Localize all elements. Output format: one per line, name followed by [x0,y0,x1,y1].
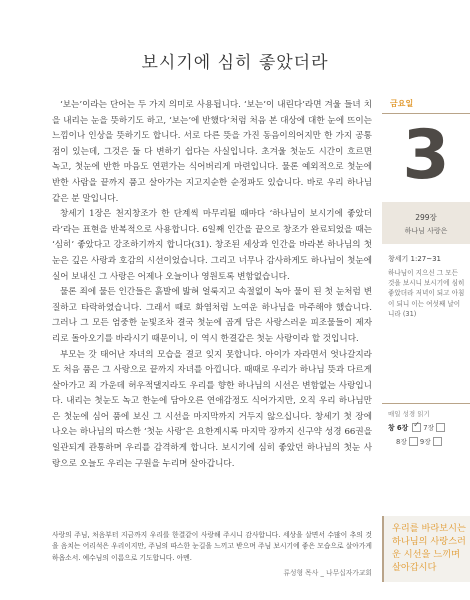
author-credit: 류성형 목사 _ 나무십자가교회 [283,569,372,578]
checkbox[interactable] [433,437,442,446]
checkbox[interactable] [436,423,445,432]
prayer-section [52,530,372,580]
divider [382,113,470,114]
reading-item: 7장 [423,424,435,432]
body-paragraph: ‘보는’이라는 단어는 두 가지 의미로 사용됩니다. ‘보는’이 내린다’라면 겨울 들녀 치을 내리는 눈을 뜻하기도 하고, ‘보는’에 반했다’처럼 처음 본 대상에 대한 눈에 뜨이는 느낌이나 인상을 뜻하기도 합니다. 서로 다른 뜻을 가진 동음이의어지만 한 가지 공통점이 있는데, 그것은 둘 다 변하기 쉽다는 사실입니다. 초겨울 첫눈도 시간이 흐르면 녹고, 첫눈에 반한 마음도 연편가는 식어버리게 마련입니다. 물론 예외적으로 첫눈에 반한 사람을 끝까지 품고 살아가는 지고지순한 순정파도 있습니다. 바로 우리 하나님 같은 분 말입니다. [52,100,372,204]
reading-item: 8장 [396,438,407,446]
devotional-body [52,98,372,472]
checkbox[interactable] [409,437,418,446]
reading-row [388,436,470,446]
weekday-label: 금요일 [390,99,414,108]
page-title: 보시기에 심히 좋았더라 [141,53,329,73]
body-paragraph: 창세기 1장은 천지창조가 한 단계씩 마무리될 때마다 ‘하나님이 보시기에 좋았더라’라는 표현을 반복적으로 사용합니다. 6일째 인간을 끝으로 창조가 완료되었을 때는 ‘심히’ 좋았다고 강조하기까지 합니다(31). 창조된 세상과 인간을 바라본 하나님의 첫눈은 깊은 사랑과 호감의 시선이었습니다. 그리고 너무나 감사하게도 하나님이 첫눈에 실어 보내신 그 사랑은 어제나 오늘이나 영원토록 변함없습니다. [52,209,372,282]
scripture-reference: 창세기 1:27~31 [388,255,442,263]
date-number: 3 [402,116,450,195]
body-paragraph: 부모는 갓 태어난 자녀의 모습을 결코 잊지 못합니다. 아이가 자라면서 엇나갈지라도 처음 품은 그 사랑으로 끝까지 자녀를 아낍니다. 때때로 우리가 하나님 뜻과 다르게 살아가고 죄 가운데 허우적댈지라도 우리를 향한 하나님의 시선은 변함없는 사랑입니다. 내리는 첫눈도 녹고 한눈에 담아오른 연애감정도 식어가지만, 오직 우리 하나님만은 첫눈에 심어 품에 보신 그 시선을 마지막까지 거두지 않으십니다. 창세기 첫 장에 나오는 하나님의 따스한 ‘첫눈 사랑’은 요한계시록 마지막 장까지 신구약 성경 66권을 일관되게 관통하며 우리를 감격하게 합니다. 보시기에 심히 좋았던 하나님의 첫눈 사랑으로 오늘도 우리는 구원을 누리며 살아갑니다. [52,349,372,469]
scripture-verse: 하나님이 지으신 그 모든 것을 보시니 보시기에 심히 좋았더라 저녁이 되고 아침이 되니 이는 여섯째 날이니라 (31) [388,269,465,318]
reading-plan-label: 매일 성경 읽기 [388,410,430,418]
reading-plan [382,403,470,446]
reading-row [388,422,470,432]
pull-quote: 우리를 바라보시는 하나님의 사랑스러운 시선을 느끼며 살아갑시다 [382,516,470,582]
hymn-number: 299장 [415,213,437,222]
divider [382,403,470,404]
checkbox[interactable] [412,423,421,432]
reading-item: 9장 [419,438,431,446]
prayer-text: 사랑의 주님, 처음부터 지금까지 우리를 한결같이 사랑해 주시니 감사합니다. 세상을 살면서 수많이 추의 것을 음치는 어리석은 우리이지만, 주님의 따스한 눈길을 느끼고 받으며 주님 보시기에 좋은 모습으로 살아가게 하옵소서. 예수님의 이름으로 기도합니다. 아멘. [52,531,372,562]
body-paragraph: 물론 죄에 물든 인간들은 흙발에 밟혀 얼룩지고 속절없이 녹아 물이 된 첫 눈처럼 변질하고 타락하였습니다. 그래서 때로 화염처럼 노여운 하나님을 마주해야 했습니다. 그러나 그 모든 엄중한 눈빛조차 결국 첫눈에 곱게 담은 사랑스러운 피조물들이 제자리로 돌아오기를 바라시기 때문이니, 이 역시 한결같은 첫눈 사랑이라 할 것입니다. [52,287,372,344]
hymn-name: 하나님 사랑은 [404,227,448,235]
sidebar [382,98,470,319]
reading-item: 창 6장 [388,424,409,432]
hymn-box [382,202,470,244]
